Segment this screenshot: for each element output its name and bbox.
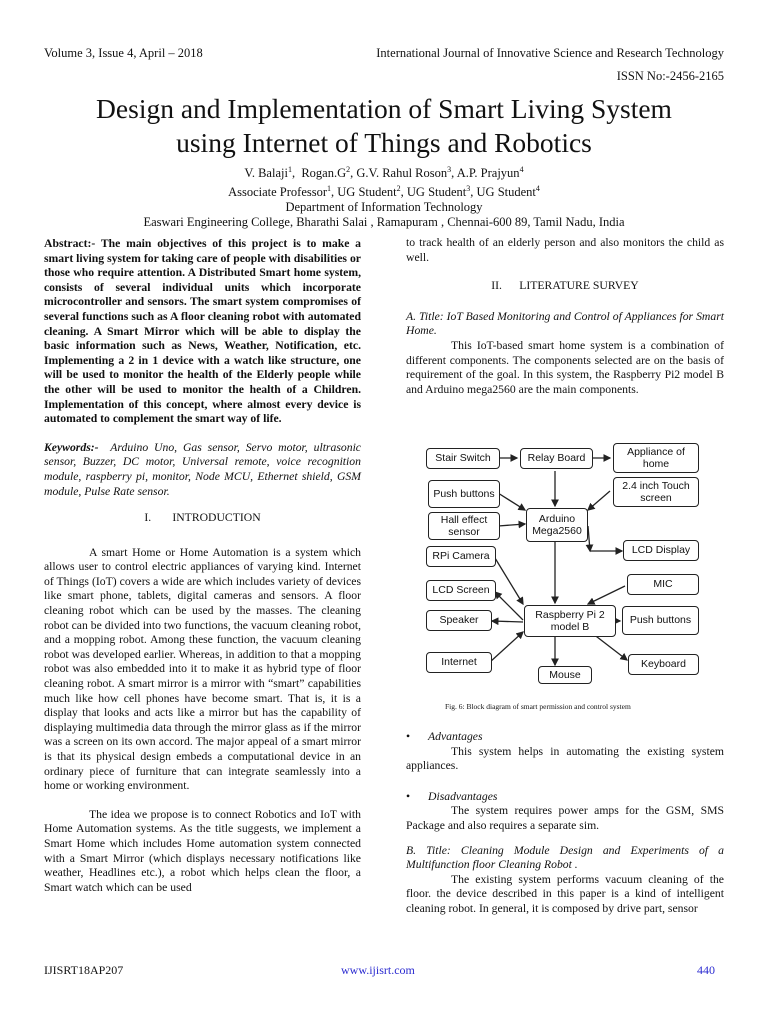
author-role: Associate Professor [228,185,328,200]
author-role: UG Student [337,185,397,200]
author-sup: 3 [447,165,452,174]
issn: ISSN No:-2456-2165 [616,69,724,83]
hall-effect-box: Hall effect sensor [428,512,500,540]
bullet-icon: • [406,730,411,743]
role-sup: 2 [396,184,401,194]
intro-paragraph-2: The idea we propose is to connect Robotics and IoT with Home Automation systems. As the title suggests, we implement a Smart Home which includes Home automation system connected with a Smart Mirror (which displays necessary notifications like weather, Headlines etc.), a robot which helps clean the floor, a Smart watch which can be used [44,807,361,894]
disadvantages-label: Disadvantages [428,789,498,803]
intro-paragraph-1: A smart Home or Home Automation is a system which allows user to control electric appliances of varying kind. Internet of Things (IoT) covers a wide are which includes variety of devices like smart phone, tablets, digital cameras and sensors. A floor cleaning robot which can be used by the masses. The cleaning robot can be divided into two functions, the vacuum cleaning robot, and a mopping robot. Among these function, the vacuum cleaning robot was developed earlier. Whereas, in addition to that a mopping robot was also embedded into it to make it as hybrid type of floor cleaning robot. A smart mirror is a mirror with “smart” capabilities much like how cell phones have become smart. That is, it is a display that looks and acts like a mirror but has the capability of displaying multimedia data through the mirror glass as if the mirror was a screen on its own accord. The major appeal of a smart mirror is that its physical design embeds a computational device in an ordinary piece of furniture that can integrate seamlessly into a home or working environment. [44,545,361,793]
keyboard-box: Keyboard [628,654,699,675]
keywords [44,441,361,499]
subsection-b-title: B. Title: Cleaning Module Design and Experiments of a Multifunction floor Cleaning Robot . [406,843,724,872]
relay-board-box: Relay Board [520,448,593,469]
right-column-lower [406,730,724,917]
page-number: 440 [697,963,715,977]
disadvantages-text: The system requires power amps for the GSM, SMS Package and also requires a separate sim. [406,804,724,832]
paper-title [20,92,748,160]
author-names: V. Balaji$^1$, $Rogan.G^2$, G.V. Rahul Roson$^3$, A.P. Prajyun$^4$ [244,165,524,181]
touch-screen-box: 2.4 inch Touch screen [613,477,699,507]
speaker-box: Speaker [426,610,492,631]
author-sup: 2 [346,165,351,174]
section-heading-introduction [44,511,361,526]
right-column [406,236,724,397]
author-name: G.V. Rahul Roson [356,166,448,181]
left-column [44,237,361,895]
title-line-2: using Internet of Things and Robotics [176,127,592,158]
role-sup: 1 [327,184,332,194]
advantages-label: Advantages [428,730,483,743]
role-sup: 3 [466,184,471,194]
section-heading-literature [406,279,724,294]
author-sup: 4 [519,165,524,174]
subsection-a-paragraph: This IoT-based smart home system is a combination of different components. The components selected are on the basis of requirement of the goal. In this system, the Raspberry Pi2 model B and Arduino mega2560 are the main components. [406,338,724,396]
keywords-text: Arduino Uno, Gas sensor, Servo motor, ultrasonic sensor, Buzzer, DC motor, Universal remote, voice recognition module, raspberry pi, monitor, Node MCU, Ethernet shield, GSM module, Pulse Rate sensor. [44,440,361,498]
keywords-label: Keywords:- [44,440,99,454]
disadvantages-item [406,790,724,805]
rpi-camera-box: RPi Camera [426,546,496,567]
author-name: V. Balaji [244,166,288,181]
section-title: LITERATURE SURVEY [519,279,639,293]
continued-paragraph: to track health of an elderly person and also monitors the child as well. [406,236,724,264]
mic-box: MIC [627,574,699,595]
raspberry-pi-box: Raspberry Pi 2 model B [524,605,616,637]
role-sup: 4 [535,184,540,194]
footer-url[interactable]: www.ijisrt.com [341,963,415,977]
author-sup: 1 [287,165,292,174]
push-buttons-top-box: Push buttons [428,480,500,508]
lcd-display-box: LCD Display [623,540,699,561]
author-name: A.P. Prajyun [456,166,520,181]
internet-box: Internet [426,652,492,673]
abstract: Abstract:- The main objectives of this project is to make a smart living system for taking care of people with disabilities or those who require attention. A Distributed Smart home system, consists of several individual units which incorporate microcontroller and sensors. The smart system compromises of several functions such as A floor cleaning robot with automated cleaning. A Smart Mirror which will be able to display the basic information such as News, Weather, Notification, etc. Implementing a 2 in 1 device with a watch like structure, one will be used to monitor the health of the Elderly people while the other will be used to monitor the health of a Children. Implementation of this concept, where almost every device is automated to complement the smart way of life. [44,237,361,426]
push-buttons-bottom-box: Push buttons [622,606,699,635]
stair-switch-box: Stair Switch [426,448,500,469]
advantages-text: This system helps in automating the existing system appliances. [406,744,724,773]
college: Easwari Engineering College, Bharathi Salai , Ramapuram , Chennai-600 89, Tamil Nadu, India [143,215,625,230]
author-name: Rogan.G [301,166,347,181]
footer-code: IJISRT18AP207 [44,963,124,977]
mouse-box: Mouse [538,666,592,684]
volume-info: Volume 3, Issue 4, April – 2018 [44,46,203,60]
section-title: INTRODUCTION [172,511,261,525]
lcd-screen-box: LCD Screen [426,580,496,601]
figure-caption: Fig. 6: Block diagram of smart permission and control system [445,702,631,711]
bullet-icon: • [406,789,411,803]
section-number: II. [491,279,502,293]
appliance-box: Appliance of home [613,443,699,473]
author-block [0,162,768,230]
block-diagram [420,440,710,690]
subsection-b-paragraph: The existing system performs vacuum cleaning of the floor. the device described in this paper is a kind of intelligent cleaning robot. In general, it is composed by drive part, sensor [406,872,724,915]
advantages-item [406,730,724,745]
subsection-a-title: A. Title: IoT Based Monitoring and Control of Appliances for Smart Home. [406,309,724,338]
title-line-1: Design and Implementation of Smart Living System [96,93,672,124]
section-number: I. [144,511,152,525]
author-role: UG Student [406,185,467,200]
department: Department of Information Technology [285,200,483,215]
arduino-box: Arduino Mega2560 [526,508,588,542]
author-role: UG Student [476,185,536,200]
journal-name: International Journal of Innovative Science and Research Technology [376,46,724,60]
author-roles: Associate Professor$^1$, UG Student$^2$, UG Student$^3$, UG Student$^4$ [228,184,540,200]
